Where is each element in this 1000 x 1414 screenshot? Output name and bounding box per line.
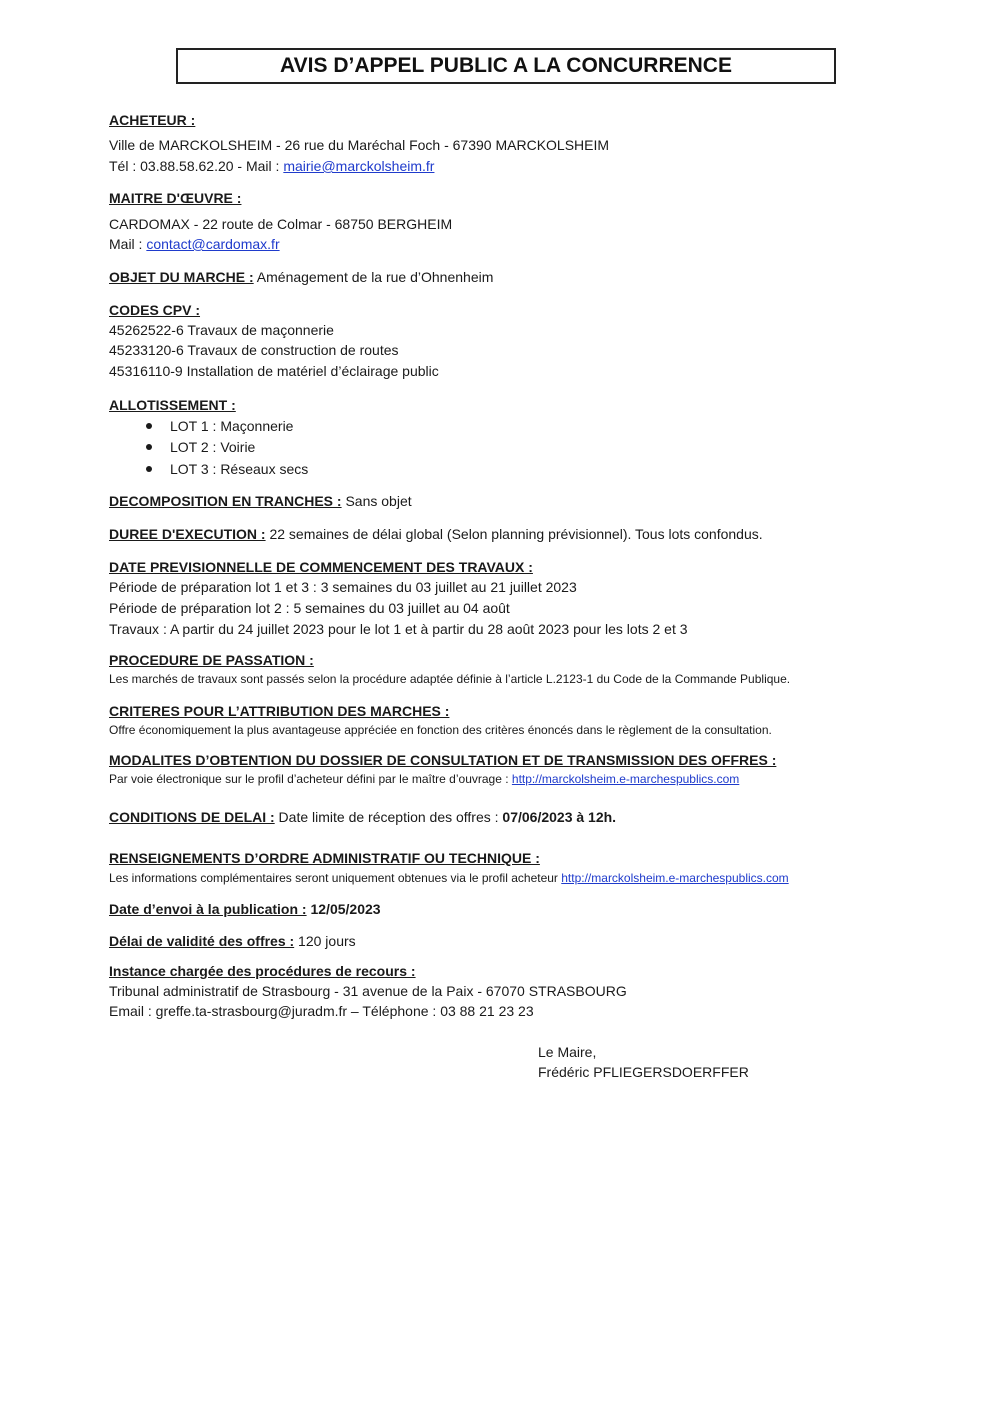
objet-row [109,267,493,287]
renseignements-heading: RENSEIGNEMENTS D’ORDRE ADMINISTRATIF OU TECHNIQUE : [109,850,540,866]
modalites-link[interactable]: http://marckolsheim.e-marchespublics.com [511,772,740,786]
modalites-heading: MODALITES D’OBTENTION DU DOSSIER DE CONSULTATION ET DE TRANSMISSION DES OFFRES : [109,752,777,768]
validite-heading: Délai de validité des offres : [109,933,295,949]
date-commencement-line: Période de préparation lot 1 et 3 : 3 semaines du 03 juillet au 21 juillet 2023 [109,579,577,595]
objet-heading: OBJET DU MARCHE : [109,269,254,285]
conditions-delai-prefix: Date limite de réception des offres : [274,809,503,825]
modalites-prefix: Par voie électronique sur le profil d’acheteur défini par le maître d’ouvrage : [109,772,512,786]
acheteur-email-link[interactable]: mairie@marckolsheim.fr [283,158,435,174]
validite-value: 120 jours [294,933,356,949]
maitre-oeuvre-heading: MAITRE D'ŒUVRE : [109,190,242,206]
date-commencement-line: Période de préparation lot 2 : 5 semaines du 03 juillet au 04 août [109,600,510,616]
date-envoi-row [109,899,381,919]
bullet-icon [146,466,152,472]
recours-address: Tribunal administratif de Strasbourg - 31 avenue de la Paix - 67070 STRASBOURG [109,983,627,999]
lot-label: LOT 2 : Voirie [170,439,256,455]
decomposition-row [109,491,412,511]
codes-cpv-heading: CODES CPV : [109,302,201,318]
criteres-value: Offre économiquement la plus avantageuse appréciée en fonction des critères énoncés dans le règlement de la consultation. [109,723,772,737]
modalites-row [109,769,739,789]
conditions-delai-row [109,807,616,827]
procedure-value: Les marchés de travaux sont passés selon la procédure adaptée définie à l’article L.2123-1 du Code de la Commande Publique. [109,672,791,686]
page-title: AVIS D’APPEL PUBLIC A LA CONCURRENCE [176,48,836,84]
maitre-oeuvre-contact [109,234,280,254]
decomposition-heading: DECOMPOSITION EN TRANCHES : [109,493,342,509]
acheteur-contact [109,156,434,176]
duree-row [109,524,763,544]
date-commencement-heading: DATE PREVISIONNELLE DE COMMENCEMENT DES TRAVAUX : [109,559,533,575]
recours-heading: Instance chargée des procédures de recours : [109,963,416,979]
renseignements-row [109,868,789,888]
duree-heading: DUREE D'EXECUTION : [109,526,266,542]
signature-name: Frédéric PFLIEGERSDOERFFER [538,1064,749,1080]
criteres-heading: CRITERES POUR L’ATTRIBUTION DES MARCHES : [109,703,450,719]
lot-label: LOT 1 : Maçonnerie [170,418,294,434]
bullet-icon [146,444,152,450]
renseignements-prefix: Les informations complémentaires seront uniquement obtenues via le profil acheteur [109,871,562,885]
recours-contact: Email : greffe.ta-strasbourg@juradm.fr – Téléphone : 03 88 21 23 23 [109,1003,534,1019]
cpv-item: 45262522-6 Travaux de maçonnerie [109,322,334,338]
conditions-delai-value: 07/06/2023 à 12h. [502,809,617,825]
maitre-oeuvre-email-link[interactable]: contact@cardomax.fr [146,236,280,252]
maitre-oeuvre-address: CARDOMAX - 22 route de Colmar - 68750 BERGHEIM [109,216,453,232]
procedure-heading: PROCEDURE DE PASSATION : [109,652,314,668]
acheteur-address: Ville de MARCKOLSHEIM - 26 rue du Maréchal Foch - 67390 MARCKOLSHEIM [109,137,610,153]
decomposition-value: Sans objet [341,493,412,509]
duree-value: 22 semaines de délai global (Selon planning prévisionnel). Tous lots confondus. [265,526,763,542]
signature-role: Le Maire, [538,1044,597,1060]
date-envoi-heading: Date d’envoi à la publication : [109,901,307,917]
acheteur-contact-prefix: Tél : 03.88.58.62.20 - Mail : [109,158,284,174]
allotissement-heading: ALLOTISSEMENT : [109,397,236,413]
cpv-item: 45316110-9 Installation de matériel d’éclairage public [109,363,439,379]
maitre-oeuvre-mail-prefix: Mail : [109,236,147,252]
bullet-icon [146,423,152,429]
acheteur-heading: ACHETEUR : [109,112,196,128]
date-commencement-line: Travaux : A partir du 24 juillet 2023 pour le lot 1 et à partir du 28 août 2023 pour les lots 2 et 3 [109,621,688,637]
conditions-delai-heading: CONDITIONS DE DELAI : [109,809,275,825]
objet-value: Aménagement de la rue d’Ohnenheim [253,269,494,285]
lot-label: LOT 3 : Réseaux secs [170,461,309,477]
cpv-item: 45233120-6 Travaux de construction de routes [109,342,399,358]
validite-row [109,931,356,951]
renseignements-link[interactable]: http://marckolsheim.e-marchespublics.com [561,871,789,885]
date-envoi-value: 12/05/2023 [306,901,381,917]
